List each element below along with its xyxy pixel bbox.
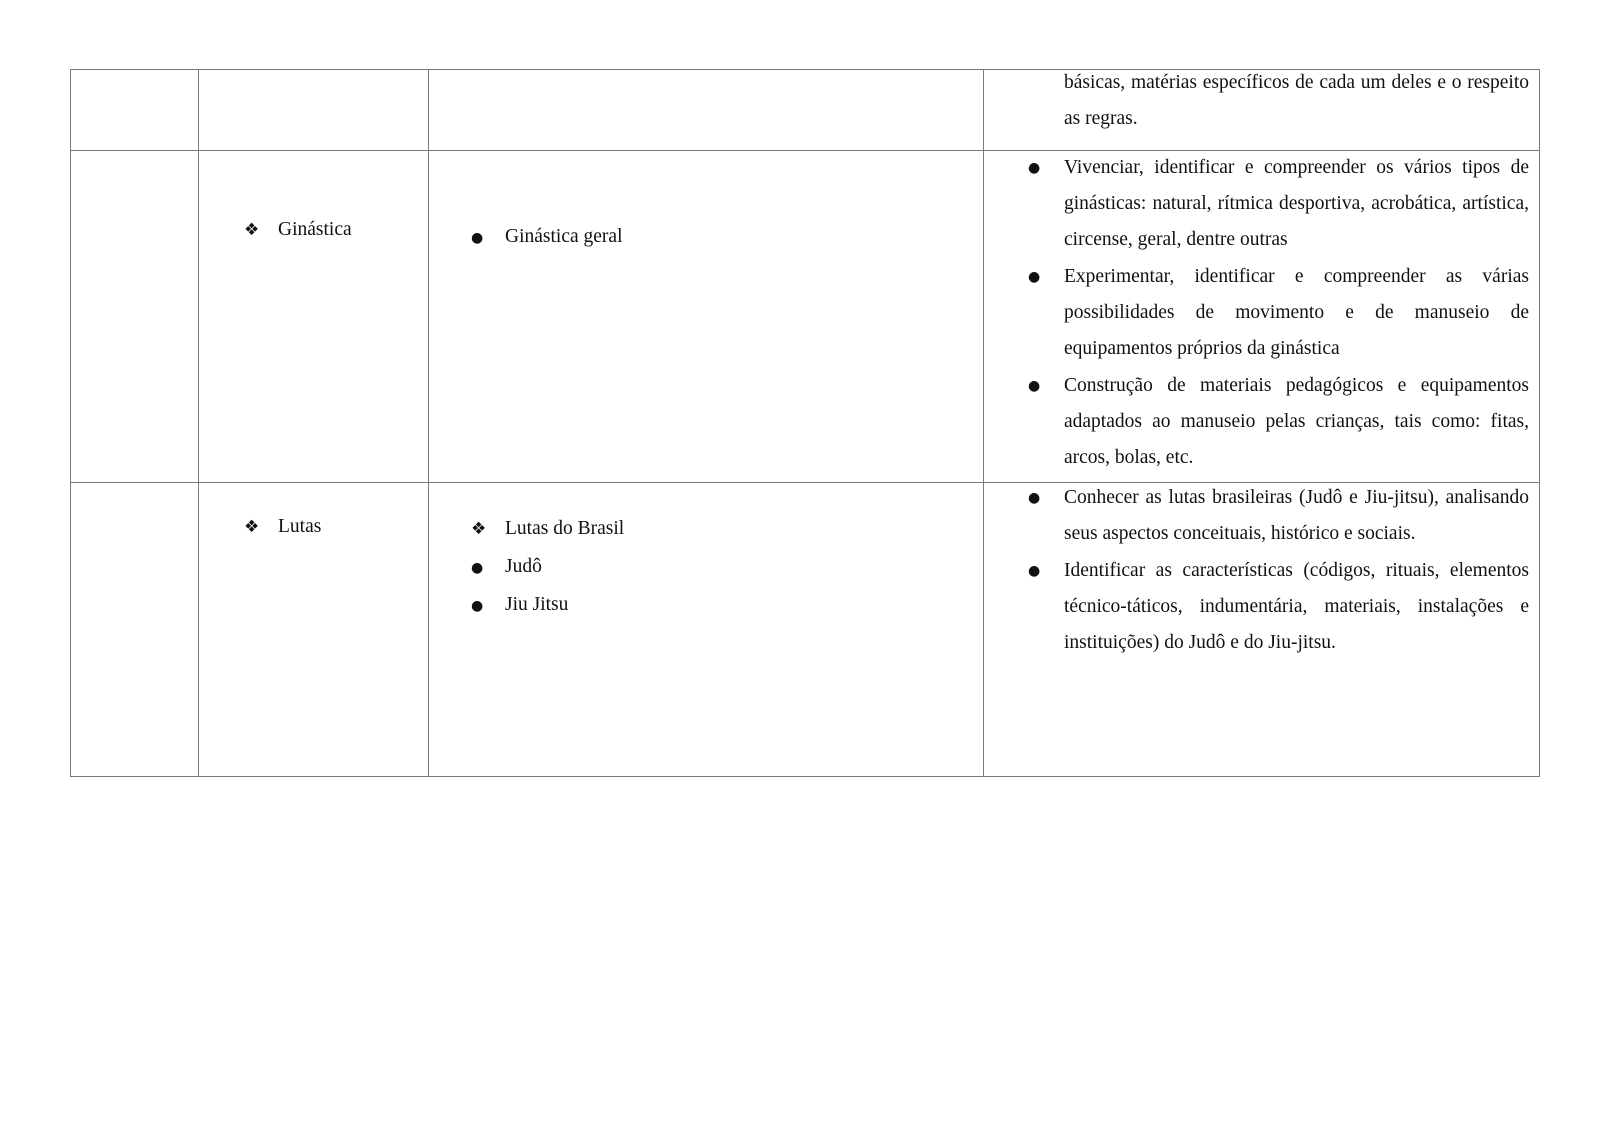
list-item <box>471 510 624 548</box>
bullet-icon: ● <box>471 560 484 576</box>
list-item <box>471 218 623 256</box>
diamond-bullet-icon: ❖ <box>471 519 487 539</box>
table-row-continued <box>71 70 1540 151</box>
objective-text: Identificar as características (códigos, rituais, elementos técnico-táticos, indumentária, materiais, instalações e instituições) do Judô e do Jiu-jitsu. <box>1064 560 1529 653</box>
cell-empty <box>71 483 199 777</box>
cell-empty <box>199 70 429 151</box>
list-item <box>471 586 624 624</box>
list-item <box>471 548 624 586</box>
objectives-list <box>984 480 1539 661</box>
bullet-icon: ● <box>1028 490 1041 506</box>
content-label: Judô <box>505 556 542 577</box>
topic-label: Ginástica <box>278 219 352 240</box>
table-row-ginastica <box>71 151 1540 483</box>
diamond-bullet-icon: ❖ <box>244 220 260 240</box>
bullet-icon: ● <box>471 230 484 246</box>
topic-label: Lutas <box>278 516 322 537</box>
contents-cell <box>429 151 984 483</box>
bullet-icon: ● <box>1028 563 1041 579</box>
table-row-lutas <box>71 483 1540 777</box>
list-item <box>1028 150 1529 258</box>
topic-cell <box>199 151 429 483</box>
content-label: Jiu Jitsu <box>505 594 569 615</box>
diamond-bullet-icon: ❖ <box>244 517 260 537</box>
list-item <box>1028 259 1529 367</box>
cell-empty <box>429 70 984 151</box>
contents-list <box>471 510 624 624</box>
cell-empty <box>71 70 199 151</box>
bullet-icon: ● <box>1028 269 1041 285</box>
contents-cell <box>429 483 984 777</box>
objectives-cell <box>984 70 1540 151</box>
content-label: Lutas do Brasil <box>505 518 625 539</box>
objectives-cell <box>984 151 1540 483</box>
objective-text: Construção de materiais pedagógicos e equipamentos adaptados ao manuseio pelas crianças, tais como: fitas, arcos, bolas, etc. <box>1064 375 1529 468</box>
curriculum-table <box>70 69 1540 777</box>
bullet-icon: ● <box>471 598 484 614</box>
objective-text: Vivenciar, identificar e compreender os vários tipos de ginásticas: natural, rítmica desportiva, acrobática, artística, circense, geral, dentre outras <box>1064 157 1529 250</box>
list-item <box>1028 553 1529 661</box>
objective-text: Experimentar, identificar e compreender as várias possibilidades de movimento e de manuseio de equipamentos próprios da ginástica <box>1064 266 1529 359</box>
list-item <box>1028 480 1529 552</box>
cell-empty <box>71 151 199 483</box>
objective-continuation-text: básicas, matérias específicos de cada um deles e o respeito as regras. <box>1064 72 1529 129</box>
content-label: Ginástica geral <box>505 226 623 247</box>
contents-list <box>471 218 623 256</box>
topic-cell <box>199 483 429 777</box>
bullet-icon: ● <box>1028 160 1041 176</box>
list-item <box>1028 368 1529 476</box>
objective-text: Conhecer as lutas brasileiras (Judô e Jiu-jitsu), analisando seus aspectos conceituais, histórico e sociais. <box>1064 487 1529 544</box>
topic-lutas <box>244 516 321 538</box>
bullet-icon: ● <box>1028 378 1041 394</box>
objectives-cell <box>984 483 1540 777</box>
objectives-list <box>984 150 1539 476</box>
topic-ginastica <box>244 219 352 241</box>
